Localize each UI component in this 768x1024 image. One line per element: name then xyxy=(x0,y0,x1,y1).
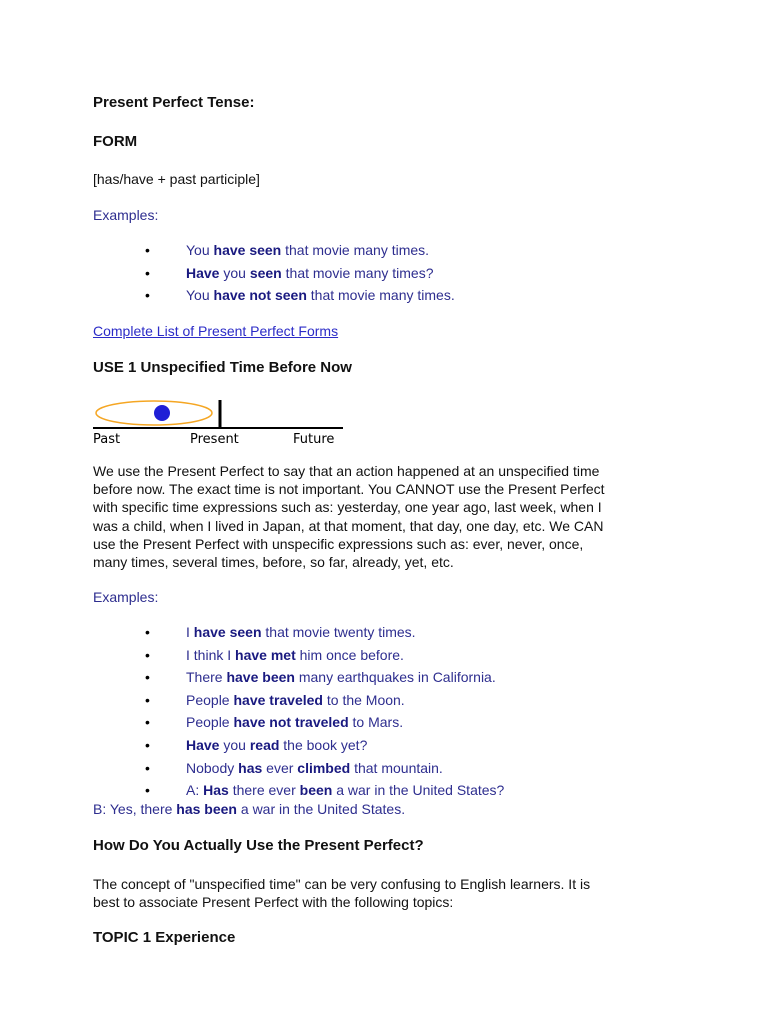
use1-heading: USE 1 Unspecified Time Before Now xyxy=(93,359,352,376)
examples-list-1 xyxy=(93,242,455,310)
verb-phrase: read xyxy=(249,736,280,753)
bullet-icon: • xyxy=(145,646,150,663)
use1-paragraph xyxy=(93,462,605,571)
timeline-event-dot xyxy=(154,405,170,421)
verb-phrase: have been xyxy=(226,669,295,686)
example-text: that mountain. xyxy=(350,759,443,776)
paragraph-line: use the Present Perfect with unspecific expressions such as: ever, never, once, xyxy=(93,535,584,552)
examples-label-1: Examples: xyxy=(93,207,159,223)
example-text: you xyxy=(219,736,250,753)
bullet-icon: • xyxy=(145,624,150,640)
paragraph-line: before now. The exact time is not important. You CANNOT use the Present Perfect xyxy=(93,481,605,498)
example-item xyxy=(93,624,504,647)
timeline-label-present: Present xyxy=(190,432,239,447)
example-text: a war in the United States? xyxy=(332,782,505,799)
example-text: You xyxy=(186,242,214,258)
form-heading: FORM xyxy=(93,133,138,150)
verb-phrase: been xyxy=(299,782,333,799)
timeline-label-future: Future xyxy=(293,432,335,447)
example-text: the book yet? xyxy=(279,736,368,753)
bullet-icon: • xyxy=(145,714,150,731)
paragraph-line: We use the Present Perfect to say that an action happened at an unspecified time xyxy=(93,463,600,479)
how-paragraph xyxy=(93,875,590,911)
bullet-icon: • xyxy=(145,264,150,281)
example-text: Nobody xyxy=(186,759,239,776)
example-text: to the Moon. xyxy=(322,691,405,708)
example-text: People xyxy=(186,714,234,731)
example-text: I think I xyxy=(186,646,236,663)
topic1-heading: TOPIC 1 Experience xyxy=(93,929,236,946)
example-text: People xyxy=(186,691,234,708)
verb-phrase: Has xyxy=(203,782,229,799)
paragraph-line: with specific time expressions such as: yesterday, one year ago, last week, when I xyxy=(93,499,602,516)
verb-phrase: have met xyxy=(235,646,296,663)
example-text: There xyxy=(186,669,227,686)
example-text: You xyxy=(186,287,214,303)
verb-phrase: seen xyxy=(249,264,282,281)
example-text: that movie twenty times. xyxy=(261,624,416,640)
example-text: many earthquakes in California. xyxy=(294,669,496,686)
examples-list-2 xyxy=(93,624,504,805)
example-text: that movie many times? xyxy=(281,264,434,281)
example-text: that movie many times. xyxy=(281,242,430,258)
example-continuation xyxy=(93,800,405,818)
example-item xyxy=(93,669,504,692)
bullet-icon: • xyxy=(145,759,150,776)
verb-phrase: have not seen xyxy=(213,287,307,303)
paragraph-line: was a child, when I lived in Japan, at that moment, that day, one day, etc. We CAN xyxy=(93,517,604,534)
bullet-icon: • xyxy=(145,782,150,799)
timeline-label-past: Past xyxy=(93,432,121,447)
example-text: ever xyxy=(262,759,298,776)
bullet-icon: • xyxy=(145,736,150,753)
example-text: A: xyxy=(186,782,204,799)
example-text: there ever xyxy=(228,782,300,799)
forms-list-link[interactable]: Complete List of Present Perfect Forms xyxy=(93,323,339,339)
examples-label-2: Examples: xyxy=(93,589,159,605)
example-text: B: Yes, there xyxy=(93,801,177,817)
form-formula: [has/have + past participle] xyxy=(93,171,260,187)
example-item xyxy=(93,760,504,783)
how-heading: How Do You Actually Use the Present Perfect? xyxy=(93,837,424,854)
example-item xyxy=(93,714,504,737)
example-text: a war in the United States. xyxy=(237,801,406,817)
bullet-icon: • xyxy=(145,242,150,258)
verb-phrase: Have xyxy=(186,736,220,753)
verb-phrase: have not traveled xyxy=(233,714,349,731)
bullet-icon: • xyxy=(145,287,150,303)
example-text: him once before. xyxy=(295,646,404,663)
verb-phrase: has xyxy=(238,759,263,776)
example-text: you xyxy=(219,264,250,281)
paragraph-line: The concept of "unspecified time" can be very confusing to English learners. It is xyxy=(93,876,591,892)
timeline-diagram xyxy=(93,395,353,450)
bullet-icon: • xyxy=(145,691,150,708)
page-title: Present Perfect Tense: xyxy=(93,94,255,111)
verb-phrase: climbed xyxy=(297,759,351,776)
verb-phrase: has been xyxy=(176,801,237,817)
example-item xyxy=(93,265,455,288)
example-item xyxy=(93,287,455,310)
example-item xyxy=(93,737,504,760)
verb-phrase: have traveled xyxy=(233,691,323,708)
verb-phrase: have seen xyxy=(213,242,282,258)
example-item xyxy=(93,647,504,670)
verb-phrase: have seen xyxy=(193,624,262,640)
example-text: I xyxy=(186,624,194,640)
paragraph-line: many times, several times, before, so far, already, yet, etc. xyxy=(93,554,454,571)
verb-phrase: Have xyxy=(186,264,220,281)
example-text: that movie many times. xyxy=(306,287,455,303)
bullet-icon: • xyxy=(145,669,150,686)
example-item xyxy=(93,242,455,265)
example-text: to Mars. xyxy=(348,714,404,731)
paragraph-line: best to associate Present Perfect with the following topics: xyxy=(93,894,454,911)
example-item xyxy=(93,692,504,715)
